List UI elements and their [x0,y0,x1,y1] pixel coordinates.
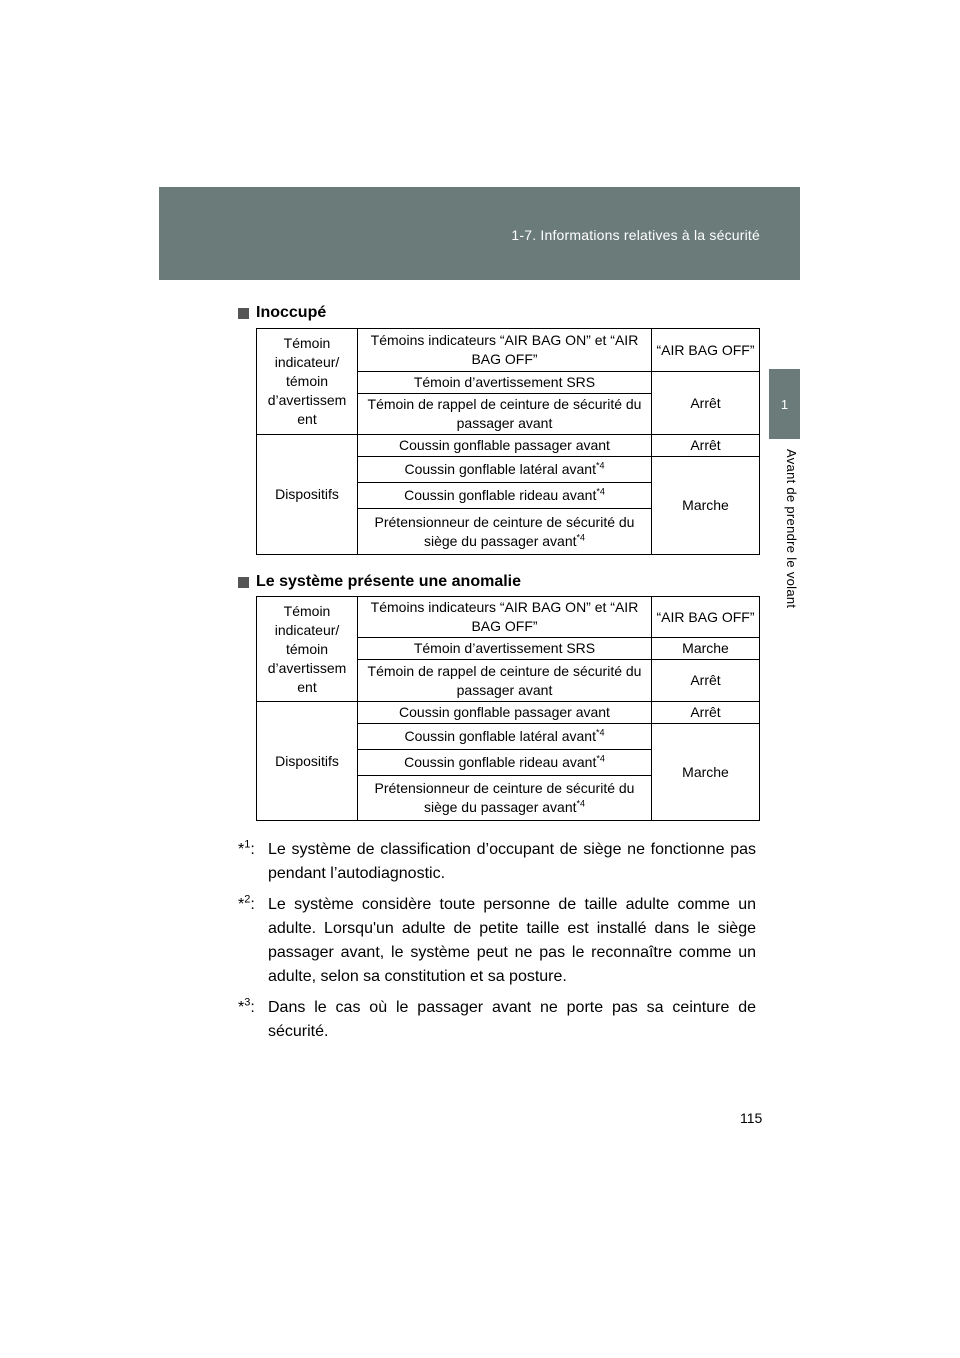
device-label: Coussin gonflable rideau avant$^{*4}$ [358,750,652,776]
device-label: Coussin gonflable latéral avant$^{*4}$ [358,724,652,750]
footnote-text: Le système de classification d’occupant de siège ne fonctionne pas pendant l’autodiagnostic. [268,841,756,882]
square-bullet-icon [238,577,249,588]
footnote [238,893,756,989]
device-label: Coussin gonflable passager avant [358,702,652,724]
row-header-indicators: Témoin indicateur/ témoin d’avertissem ent [257,329,358,435]
section-heading: 1-7. Informations relatives à la sécurité [511,227,760,243]
section-title-unoccupied [238,304,326,322]
device-label: Prétensionneur de ceinture de sécurité du siège du passager avant$^{*4}$ [358,509,652,555]
device-label: Coussin gonflable passager avant [358,435,652,457]
section-title-malfunction [238,573,521,591]
footnotes [238,838,756,1051]
indicator-label: Témoin de rappel de ceinture de sécurité du passager avant [358,394,652,435]
row-header-devices: Dispositifs [257,702,358,821]
section-title-text: Le système présente une anomalie [256,573,521,590]
device-value: Arrêt [652,435,760,457]
device-label: Coussin gonflable latéral avant$^{*4}$ [358,457,652,483]
device-value: Marche [652,457,760,555]
device-label: Coussin gonflable rideau avant$^{*4}$ [358,483,652,509]
footnote [238,838,756,886]
indicator-value: Arrêt [652,660,760,702]
indicator-value: Arrêt [652,372,760,435]
page-number: 115 [740,1110,763,1126]
indicator-label: Témoin de rappel de ceinture de sécurité du passager avant [358,660,652,702]
indicator-label: Témoin d’avertissement SRS [358,638,652,660]
footnote [238,996,756,1044]
section-title-text: Inoccupé [256,304,327,321]
indicator-value: Marche [652,638,760,660]
device-value: Marche [652,724,760,821]
row-header-indicators: Témoin indicateur/ témoin d’avertissem ent [257,597,358,702]
footnote-text: Dans le cas où le passager avant ne porte pas sa ceinture de sécurité. [268,999,756,1040]
device-value: Arrêt [652,702,760,724]
chapter-header [159,187,800,280]
indicator-label: Témoin d’avertissement SRS [358,372,652,394]
footnote-marker: *$^2$: [238,893,255,913]
status-table-malfunction [256,596,760,821]
indicator-label: Témoins indicateurs “AIR BAG ON” et “AIR BAG OFF” [358,597,652,638]
square-bullet-icon [238,308,249,319]
footnote-marker: *$^3$: [238,996,255,1016]
status-table-unoccupied [256,328,760,555]
indicator-value: “AIR BAG OFF” [652,597,760,638]
device-label: Prétensionneur de ceinture de sécurité du siège du passager avant$^{*4}$ [358,776,652,821]
indicator-label: Témoins indicateurs “AIR BAG ON” et “AIR BAG OFF” [358,329,652,372]
indicator-value: “AIR BAG OFF” [652,329,760,372]
row-header-devices: Dispositifs [257,435,358,555]
footnote-marker: *$^1$: [238,838,255,858]
chapter-side-label: Avant de prendre le volant [784,449,799,609]
chapter-tab: 1 [769,369,800,439]
footnote-text: Le système considère toute personne de taille adulte comme un adulte. Lorsqu'un adulte de petite taille est installé dans le siège passager avant, le système peut ne pas le reconnaître comme un adulte, selon sa constitution et sa posture. [268,896,756,985]
